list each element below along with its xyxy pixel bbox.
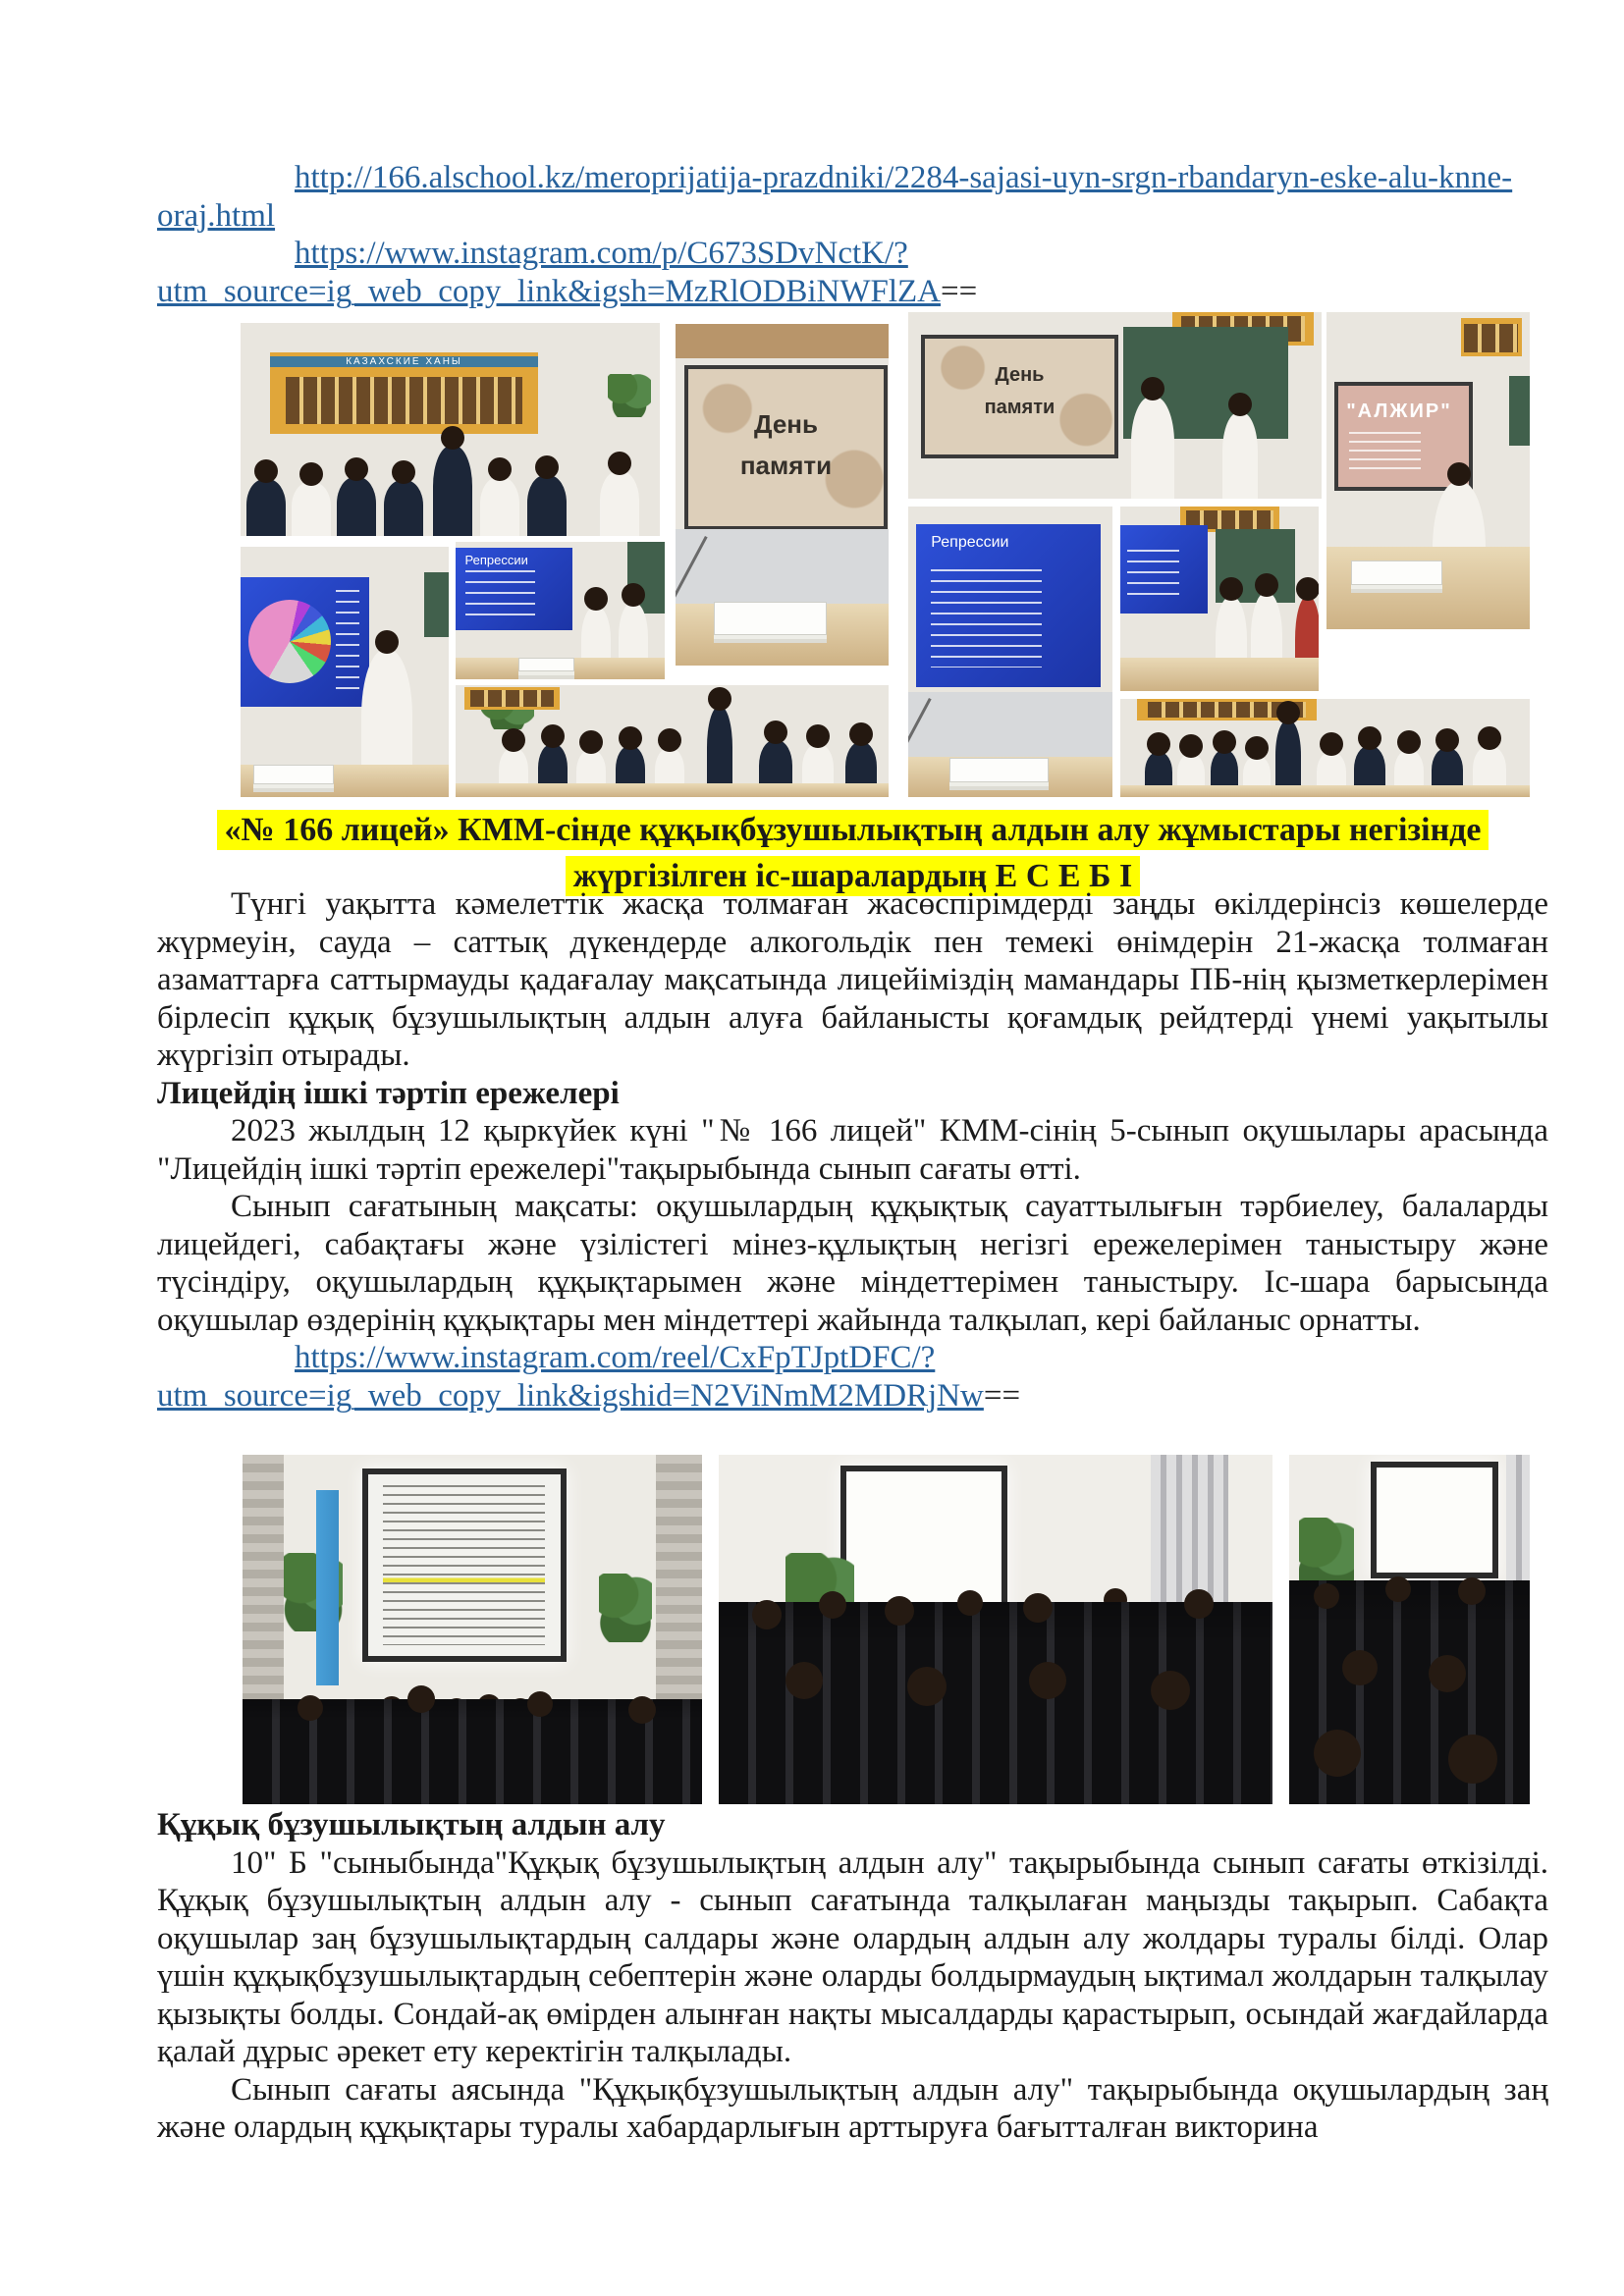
report-title-line1: «№ 166 лицей» КММ-сінде құқықбұзушылықтың алдын алу жұмыстары негізінде xyxy=(217,810,1489,850)
projector-screen xyxy=(1371,1462,1498,1578)
paragraph-quiz: Сынып сағаты аясында "Құқықбұзушылықтың алдын алу" тақырыбында оқушылардың заң және олардың құқықтары туралы хабардарлығын арттыруға бағытталған викторина xyxy=(157,2071,1548,2145)
photo-pie-chart-presentation xyxy=(241,547,449,797)
plant-icon xyxy=(599,1574,652,1642)
photo-classroom-group xyxy=(1120,699,1530,797)
paragraph-class-hour-goal: Сынып сағатының мақсаты: оқушылардың құқықтық сауаттылығын тәрбиелеу, балаларды лицейдегі, сабақтағы және үзілістегі мінез-құлықтың негізгі ережелерімен таныстыру және түсіндіру, оқушылардың құқықтарымен және міндеттерімен таныстыру. Іс-шара барысында оқушылар өздерінің құқықтары мен міндеттері жайында талқылап, кері байланыс орнатты. xyxy=(157,1189,1548,1338)
hyperlink-instagram-reel[interactable]: https://www.instagram.com/reel/CxFpTJptDFC/? xyxy=(295,1340,936,1375)
khans-poster xyxy=(270,352,538,433)
repression-slide xyxy=(456,548,572,630)
screen-text-memory-day: День xyxy=(995,363,1045,386)
hyperlink-school-site-wrap[interactable]: oraj.html xyxy=(157,197,276,234)
screen-text-repression: Репрессии xyxy=(931,533,1009,551)
photo-repression-slide-large xyxy=(908,507,1112,797)
pie-chart-icon xyxy=(248,600,331,683)
desk xyxy=(1326,547,1530,629)
link-suffix: == xyxy=(941,273,978,309)
photo-auditorium-back-rows xyxy=(1289,1455,1530,1804)
audience-chairs xyxy=(719,1602,1272,1804)
hyperlink-instagram-reel-wrap[interactable]: utm_source=ig_web_copy_link&igshid=N2ViNmM2MDRjNw xyxy=(157,1377,984,1414)
screen-text-memory-day: памяти xyxy=(984,396,1056,418)
poster-title: КАЗАХСКИЕ ХАНЫ xyxy=(270,356,538,367)
papers xyxy=(714,602,827,634)
report-body-bottom xyxy=(157,1806,1548,2147)
heading-crime-prevention: Құқық бұзушылықтың алдын алу xyxy=(157,1807,666,1842)
photo-classroom-seated-students xyxy=(456,685,889,797)
screen-text-alzhir: "АЛЖИР" xyxy=(1346,400,1452,422)
window-blinds xyxy=(1506,1455,1531,1594)
link-suffix: == xyxy=(983,1377,1021,1414)
photo-auditorium-audience xyxy=(719,1455,1272,1804)
screen-text-repression: Репрессии xyxy=(464,552,528,567)
memory-day-slide xyxy=(684,365,889,530)
poster-portraits xyxy=(286,377,521,424)
photo-classroom-khans-poster xyxy=(241,323,660,536)
photo-repression-slide-small xyxy=(456,542,665,679)
report-title-line2: жүргізілген іс-шаралардың Е С Е Б І xyxy=(566,856,1141,896)
photo-alzhir-presentation xyxy=(1326,312,1530,629)
screen-text-memory-day: День xyxy=(753,409,818,440)
memory-day-slide xyxy=(921,335,1119,458)
hyperlink-instagram-post-wrap[interactable]: utm_source=ig_web_copy_link&igsh=MzRlODBiNWFlZA xyxy=(157,273,941,309)
report-body-top xyxy=(157,885,1548,1415)
pie-chart-slide xyxy=(241,577,369,708)
paragraph-class-10b: 10" Б "сыныбында"Құқық бұзушылықтың алдын алу" тақырыбында сынып сағаты өткізілді. Құқық бұзушылықтың алдын алу - сынып сағатында талқылаған маңызды тақырып. Сабақта оқушылар заң бұзушылықтардың салдары және олардың алдын алу жолдары туралы білді. Олар үшін құқықбұзушылықтардың себептерін және оларды болдырмаудың ықтимал жолдарын талқылау қызықты болды. Сондай-ақ өмірден алынған нақты мысалдарды қарастырып, осындай жағдайларда қалай дұрыс әрекет ету керектігін талқылады. xyxy=(157,1844,1548,2069)
plant-icon xyxy=(608,374,651,417)
screen-text-memory-day: памяти xyxy=(739,450,833,480)
photo-auditorium-stage xyxy=(243,1455,702,1804)
photo-collage-auditorium xyxy=(243,1455,1530,1804)
projector-screen xyxy=(362,1468,568,1662)
kazakh-flag xyxy=(316,1490,339,1685)
papers xyxy=(1351,561,1442,585)
repression-slide xyxy=(916,524,1100,687)
photo-memory-day-blackboard xyxy=(908,312,1322,499)
photo-memory-day-screen xyxy=(676,324,889,666)
photo-collage-memory-day-right xyxy=(908,312,1530,797)
hyperlink-school-site[interactable]: http://166.alschool.kz/meroprijatija-prazdniki/2284-sajasi-uyn-srgn-rbandaryn-eske-alu-knne- xyxy=(295,160,1513,195)
paragraph-class-hour-2023: 2023 жылдың 12 қыркүйек күні "№ 166 лицей" КММ-сінің 5-сынып оқушылары арасында "Лицейдің ішкі тәртіп ережелері"тақырыбында сынып сағаты өтті. xyxy=(157,1113,1548,1187)
links-top xyxy=(157,159,1548,310)
photo-repression-two-students xyxy=(1120,507,1319,691)
photo-collage-memory-day-left xyxy=(241,319,889,797)
heading-internal-rules: Лицейдің ішкі тәртіп ережелері xyxy=(157,1075,620,1111)
paragraph-night-raids: Түнгі уақытта кәмелеттік жасқа толмаған жасөспірімдерді заңды өкілдерінсіз көшелерде жүрмеуін, сауда – саттық дүкендерде алкогольдік пен темекі өнімдерін 21-жасқа толмаған азаматтарға саттырмауды қадағалау мақсатында лицейіміздің мамандары ПБ-нің қызметкерлерімен бірлесіп құқық бұзушылықтың алдын алуға байланысты қоғамдық рейдтерді үнемі уақытылы жүргізіп отырады. xyxy=(157,886,1548,1073)
hyperlink-instagram-post[interactable]: https://www.instagram.com/p/C673SDvNctK/? xyxy=(295,236,908,271)
